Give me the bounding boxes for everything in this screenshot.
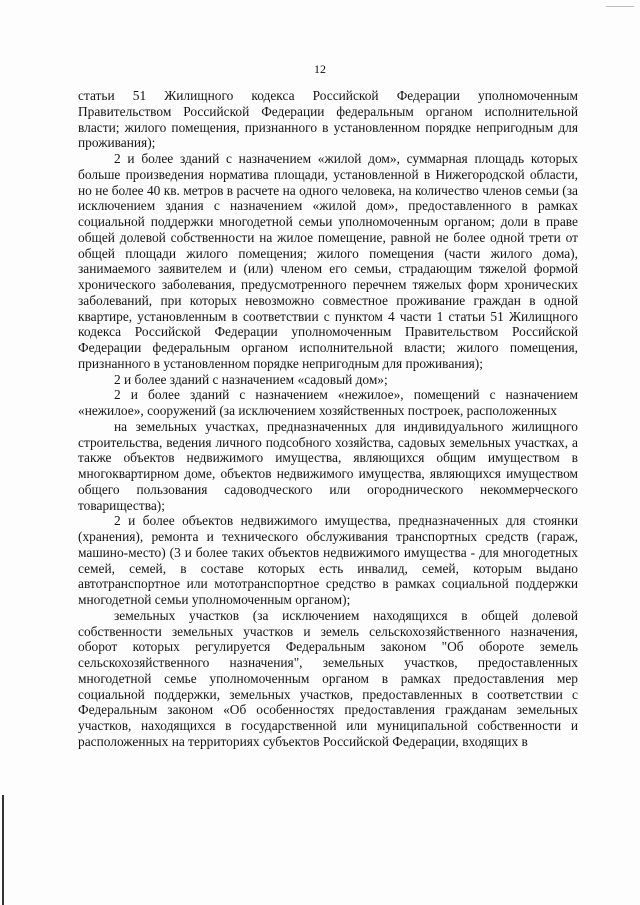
page-number: 12: [314, 62, 326, 76]
paragraph-4: 2 и более зданий с назначением «нежилое», помещений с назначением «нежилое», сооружений (за исключением хозяйственных построек, расположенных: [78, 387, 578, 418]
document-body: [78, 88, 578, 750]
paragraph-6: 2 и более объектов недвижимого имущества, предназначенных для стоянки (хранения), ремонта и технического обслуживания транспортных средств (гараж, машино-место) (3 и более таких объектов недвижимого имущества - для многодетных семей, семей, в составе которых есть инвалид, семей, которым выдано автотранспортное или мототранспортное средство в рамках социальной поддержки многодетной семьи уполномоченным органом);: [78, 513, 578, 607]
scan-edge-artifact: [2, 795, 4, 905]
paragraph-3: 2 и более зданий с назначением «садовый дом»;: [114, 371, 388, 387]
paragraph-5: на земельных участках, предназначенных для индивидуального жилищного строительства, ведения личного подсобного хозяйства, садовых земельных участках, а также объектов недвижимого имущества, являющихся общим имуществом в многоквартирном доме, объектов недвижимого имущества, являющихся имуществом общего пользования садоводческого или огороднического некоммерческого товарищества);: [78, 418, 578, 513]
paragraph-7: земельных участков (за исключением находящихся в общей долевой собственности земельных участков и земель сельскохозяйственного назначения, оборот которых регулируется Федеральным законом "Об обороте земель сельскохозяйственного назначения", земельных участков, предоставленных многодетной семье уполномоченным органом в рамках предоставления мер социальной поддержки, земельных участков, предоставленных в соответствии с Федеральным законом «Об особенностях предоставления гражданам земельных участков, находящихся в государственной или муниципальной собственности и расположенных на территориях субъектов Российской Федерации, входящих в: [78, 607, 578, 749]
paragraph-1: статьи 51 Жилищного кодекса Российской Федерации уполномоченным Правительством Российской Федерации федеральным органом исполнительной власти; жилого помещения, признанного в установленном порядке непригодным для проживания);: [78, 88, 578, 151]
paragraph-2: 2 и более зданий с назначением «жилой дом», суммарная площадь которых больше произведения норматива площади, установленной в Нижегородской области, но не более 40 кв. метров в расчете на одного человека, на количество членов семьи (за исключением здания с назначением «жилой дом», предоставленного в рамках социальной поддержки многодетной семьи уполномоченным органом; доли в праве общей долевой собственности на жилое помещение, равной не более одной трети от общей площади жилого помещения; жилого помещения (части жилого дома), занимаемого заявителем и (или) членом его семьи, страдающим тяжелой формой хронического заболевания, предусмотренного перечнем тяжелых форм хронических заболеваний, при которых невозможно совместное проживание граждан в одной квартире, установленным в соответствии с пунктом 4 части 1 статьи 51 Жилищного кодекса Российской Федерации уполномоченным Правительством Российской Федерации федеральным органом исполнительной власти; жилого помещения, признанного в установленном порядке непригодным для проживания);: [78, 151, 578, 371]
scan-artifact: [606, 6, 634, 7]
